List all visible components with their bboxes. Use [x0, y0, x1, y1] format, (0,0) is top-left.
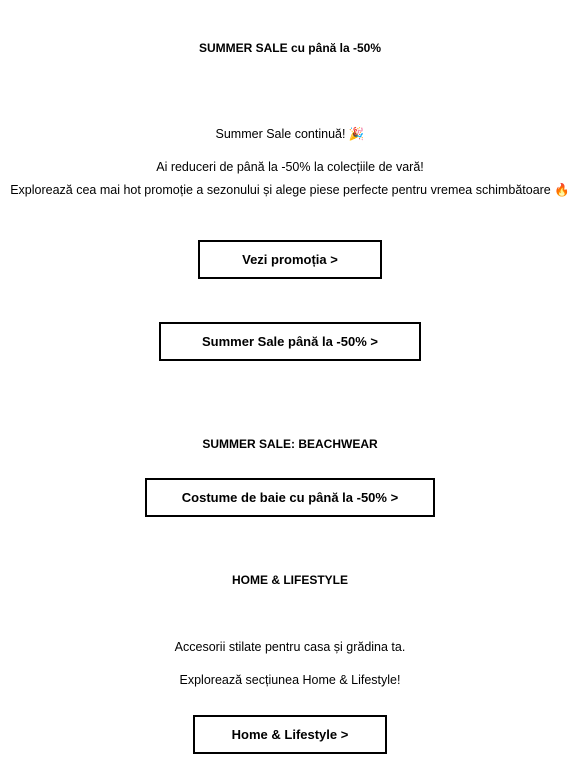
summer-sale-button[interactable]: Summer Sale până la -50% >	[159, 322, 421, 361]
summer-sale-discount-text: Ai reduceri de până la -50% la colecțiile de vară!	[156, 160, 424, 174]
home-accessories-text: Accesorii stilate pentru casa și grădina ta.	[174, 640, 406, 654]
summer-sale-explore-text: Explorează cea mai hot promoție a sezonului și alege piese perfecte pentru vremea schimbătoare 🔥	[10, 183, 570, 197]
see-promo-button[interactable]: Vezi promoția >	[198, 240, 382, 279]
summer-sale-heading: SUMMER SALE cu până la -50%	[198, 41, 382, 55]
summer-sale-intro-text: Summer Sale continuă! 🎉	[215, 127, 365, 141]
home-lifestyle-button[interactable]: Home & Lifestyle >	[193, 715, 387, 754]
beachwear-heading: SUMMER SALE: BEACHWEAR	[202, 437, 378, 451]
home-explore-text: Explorează secțiunea Home & Lifestyle!	[179, 673, 401, 687]
home-lifestyle-heading: HOME & LIFESTYLE	[231, 573, 348, 587]
beachwear-button[interactable]: Costume de baie cu până la -50% >	[145, 478, 435, 517]
